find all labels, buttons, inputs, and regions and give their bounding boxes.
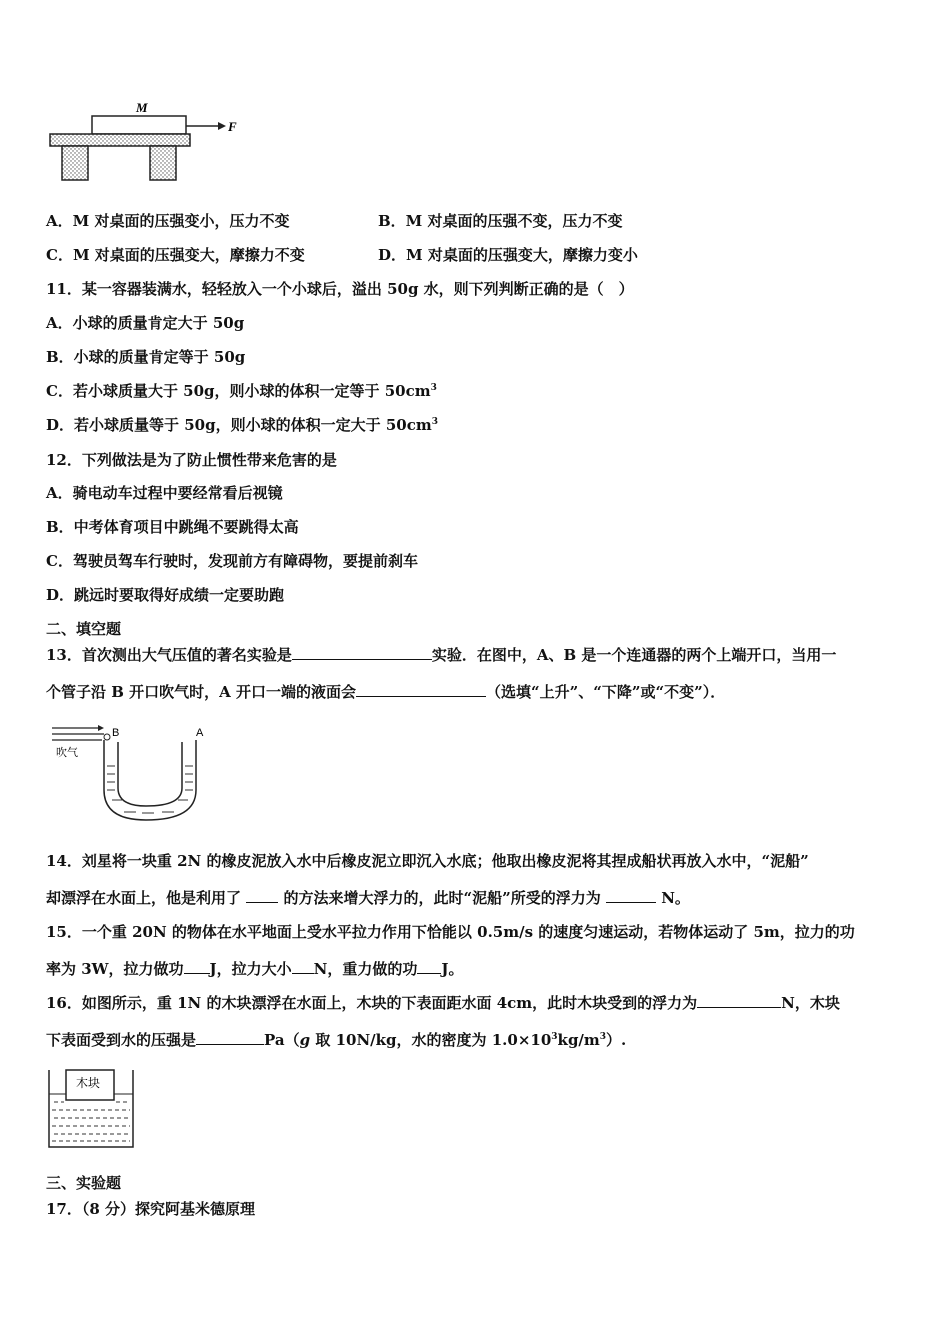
- q13-line2: 个管子沿 B 开口吹气时，A 开口一端的液面会 （选填“上升”、“下降”或“不变”）．: [46, 683, 726, 701]
- section-experiment: 三、实验题: [46, 1174, 122, 1192]
- q10-option-b: B．M 对桌面的压强不变，压力不变: [378, 212, 623, 230]
- q11-stem: 11．某一容器装满水，轻轻放入一个小球后，溢出 50g 水，则下列判断正确的是（ ）: [46, 280, 634, 298]
- q11-option-d: D．若小球质量等于 50g，则小球的体积一定大于 $50cm^3$: [46, 416, 438, 434]
- label-a: A: [196, 727, 204, 739]
- label-block: 木块: [76, 1076, 101, 1090]
- table-top: [50, 134, 190, 146]
- label-blow: 吹气: [56, 747, 78, 759]
- q16-line1: 16．如图所示，重 1N 的木块漂浮在水面上，木块的下表面距水面 4cm，此时木块受到的浮力为 N，木块: [46, 994, 840, 1012]
- q15-line1: 15．一个重 20N 的物体在水平地面上受水平拉力作用下恰能以 0.5m/s 的速度匀速运动，若物体运动了 5m，拉力的功: [46, 923, 855, 941]
- figure-block-on-table: [46, 96, 246, 186]
- q15-blank-1[interactable]: [184, 959, 210, 974]
- q14-blank-2[interactable]: [606, 888, 656, 903]
- q12-option-c: C．驾驶员驾车行驶时，发现前方有障碍物，要提前刹车: [46, 552, 418, 570]
- table-leg-left: [62, 146, 88, 180]
- q15-blank-3[interactable]: [417, 959, 441, 974]
- q11-option-b: B．小球的质量肯定等于 50g: [46, 348, 246, 366]
- q14-line1: 14．刘星将一块重 2N 的橡皮泥放入水中后橡皮泥立即沉入水底；他取出橡皮泥将其捏成船状再放入水中，“泥船”: [46, 852, 809, 870]
- q15-blank-2[interactable]: [292, 959, 314, 974]
- figure-floating-block: [46, 1066, 146, 1150]
- q10-option-c: C．M 对桌面的压强变大，摩擦力不变: [46, 246, 305, 264]
- q10-option-d: D．M 对桌面的压强变大，摩擦力变小: [378, 246, 638, 264]
- q13-line1: 13．首次测出大气压值的著名实验是 实验．在图中，A、B 是一个连通器的两个上端开口，当用一: [46, 646, 837, 664]
- q13-blank-2[interactable]: [356, 682, 486, 697]
- q12-option-b: B．中考体育项目中跳绳不要跳得太高: [46, 518, 299, 536]
- label-f: F: [228, 119, 237, 134]
- q11-option-c: C．若小球质量大于 50g，则小球的体积一定等于 $50cm^3$: [46, 382, 437, 400]
- q12-option-a: A．骑电动车过程中要经常看后视镜: [46, 484, 283, 502]
- label-b: B: [112, 727, 120, 739]
- figure-u-tube: [46, 720, 226, 830]
- q12-stem: 12．下列做法是为了防止惯性带来危害的是: [46, 451, 337, 469]
- u-tube-inner: [118, 742, 182, 806]
- block-m: [92, 116, 186, 134]
- water-dashes: [52, 1102, 130, 1141]
- q15-line2: 率为 3W，拉力做功 J，拉力大小 N，重力做的功 J。: [46, 960, 464, 978]
- q11-option-a: A．小球的质量肯定大于 50g: [46, 314, 245, 332]
- label-m: M: [136, 100, 148, 115]
- q13-blank-1[interactable]: [292, 645, 432, 660]
- q16-line2: 下表面受到水的压强是 Pa（g 取 10N/kg，水的密度为 $1.0\times 10^3kg/m^3$）.: [46, 1031, 627, 1049]
- q16-blank-1[interactable]: [697, 993, 781, 1008]
- q14-line2: 却漂浮在水面上，他是利用了 的方法来增大浮力的，此时“泥船”所受的浮力为 N。: [46, 889, 690, 907]
- q16-blank-2[interactable]: [196, 1030, 264, 1045]
- q10-option-a: A．M 对桌面的压强变小，压力不变: [46, 212, 290, 230]
- q17-stem: 17．（8 分）探究阿基米德原理: [46, 1200, 256, 1218]
- q12-option-d: D．跳远时要取得好成绩一定要助跑: [46, 586, 285, 604]
- section-fill-in: 二、填空题: [46, 620, 122, 638]
- q14-blank-1[interactable]: [246, 888, 278, 903]
- table-leg-right: [150, 146, 176, 180]
